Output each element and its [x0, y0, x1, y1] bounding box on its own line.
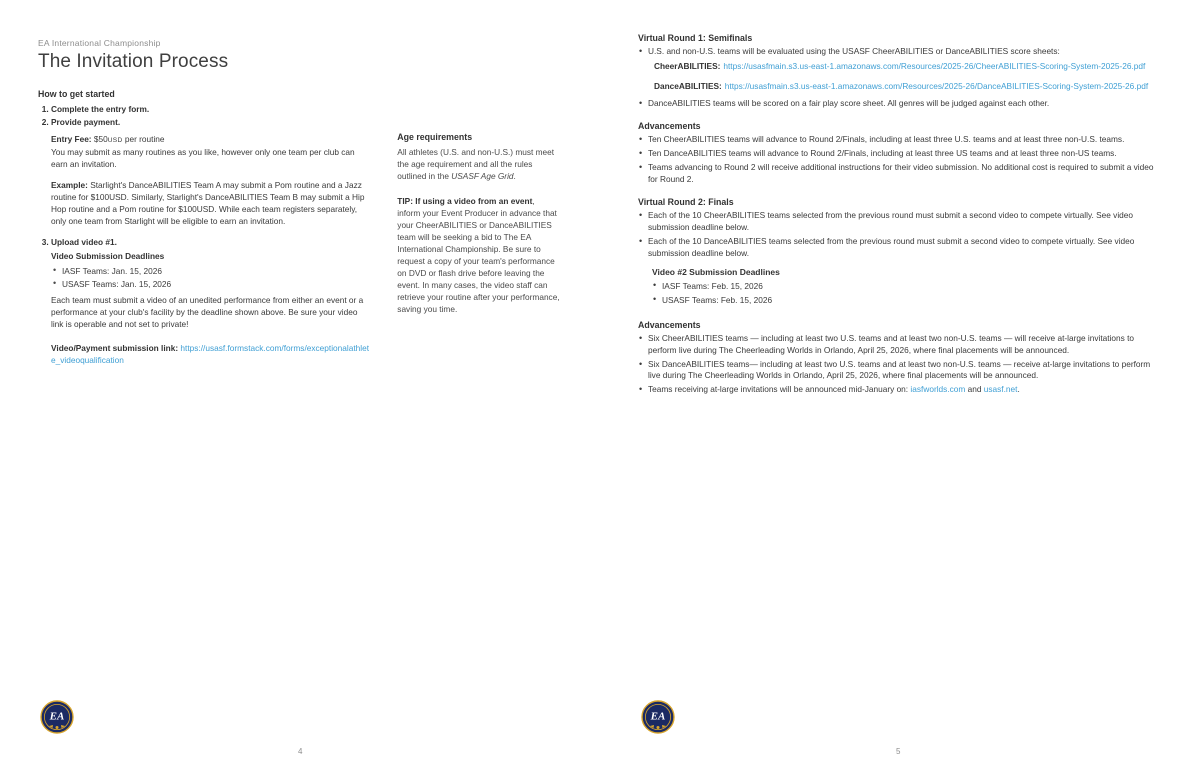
advancements-1-heading: Advancements: [638, 121, 701, 132]
advancement-item: • Six CheerABILITIES teams — including at least two U.S. teams and at least two non-U.S. teams — will receive at-large invitations to perform live during The Cheerleading Worlds in Orlando, April 25, 2026, where final placements will be announced.: [638, 333, 1160, 357]
age-text-part2: .: [513, 171, 516, 182]
final-prefix: Teams receiving at-large invitations will be announced mid-January on:: [648, 384, 911, 395]
round2-block: [638, 197, 1160, 306]
deadline-iasf: • IASF Teams: Jan. 15, 2026: [51, 265, 371, 277]
video-deadlines-heading: Video Submission Deadlines: [51, 250, 165, 261]
page-number-left: 4: [298, 747, 303, 756]
entry-fee-amount: $50: [93, 134, 108, 145]
left-sidebar-column: [397, 89, 560, 328]
usasf-link[interactable]: usasf.net: [983, 384, 1018, 395]
step-3: 3. Upload video #1.: [51, 236, 371, 248]
advancements-2-heading: Advancements: [638, 319, 701, 330]
tip-label: TIP: If using a video from an event: [397, 196, 533, 207]
step-2: 2. Provide payment.: [51, 116, 371, 128]
how-to-heading: How to get started: [38, 89, 115, 99]
final-suffix: .: [1017, 384, 1020, 395]
entry-fee-per: per routine: [122, 134, 165, 145]
round2-item: • Each of the 10 CheerABILITIES teams selected from the previous round must submit a second video to compete virtually. See video submission deadline below.: [638, 210, 1160, 234]
video2-deadlines-block: [652, 267, 1160, 306]
deadline-usasf: • USASF Teams: Jan. 15, 2026: [51, 278, 371, 290]
example-text: Starlight's DanceABILITIES Team A may submit a Pom routine and a Jazz routine for $100USD. Similarly, Starlight's DanceABILITIES Team B may submit a Hip Hop routine and a Pom routine for $100USD. While each team registers separately, only one team from Starlight will be eligible to earn an invitation.: [51, 179, 365, 226]
entry-fee-note: You may submit as many routines as you like, however only one team per club can earn an invitation.: [51, 146, 355, 169]
age-requirements-text: [397, 146, 560, 182]
final-mid: and: [965, 384, 984, 395]
left-columns: [38, 89, 560, 375]
round1-list-2: [638, 98, 1160, 110]
page-number-right: 5: [896, 747, 901, 756]
advancement-item: • Ten DanceABILITIES teams will advance to Round 2/Finals, including at least three US teams and at least three non-US teams.: [638, 148, 1160, 160]
svg-text:EA: EA: [49, 710, 65, 723]
age-requirements-heading: Age requirements: [397, 132, 473, 142]
document-eyebrow: EA International Championship: [38, 38, 161, 48]
round2-list: [638, 210, 1160, 260]
video-deadlines-list: [51, 265, 371, 291]
round2-heading: Virtual Round 2: Finals: [638, 196, 734, 207]
video2-deadlines-heading: Video #2 Submission Deadlines: [652, 266, 780, 277]
cheer-score-link[interactable]: https://usasfmain.s3.us-east-1.amazonaws.com/Resources/2025-26/CheerABILITIES-Scoring-System-2025-26.pdf: [723, 60, 1146, 71]
entry-fee-currency: USD: [107, 137, 123, 145]
tip-text: [397, 195, 560, 315]
entry-fee-block: [51, 133, 371, 170]
ea-logo: [40, 700, 74, 734]
step-1: 1. Complete the entry form.: [51, 103, 371, 115]
steps-list: [38, 103, 371, 128]
video2-deadlines-list: [652, 280, 1160, 306]
example-label: Example:: [51, 179, 88, 190]
example-block: [51, 179, 371, 227]
round1-bullet-1: • U.S. and non-U.S. teams will be evaluated using the USASF CheerABILITIES or DanceABILITIES score sheets:: [638, 46, 1160, 58]
age-text-part1: All athletes (U.S. and non-U.S.) must meet the age requirement and all the rules outlined in the: [397, 147, 555, 182]
iasfworlds-link[interactable]: iasfworlds.com: [910, 384, 966, 395]
submission-link-label: Video/Payment submission link:: [51, 342, 179, 353]
video-deadlines-note: Each team must submit a video of an unedited performance from either an event or a performance at your club's facility by the deadline shown above. Be sure your video link is operable and not set to private!: [51, 294, 364, 329]
round2-item: • Each of the 10 DanceABILITIES teams selected from the previous round must submit a second video to compete virtually. See video submission deadline below.: [638, 236, 1160, 260]
page-title: The Invitation Process: [38, 51, 229, 72]
advancements-1-list: [638, 134, 1160, 186]
cheer-score-row: [654, 61, 1160, 73]
steps-list-continued: [38, 236, 371, 248]
round1-bullet-2: • DanceABILITIES teams will be scored on a fair play score sheet. All genres will be judged against each other.: [638, 98, 1160, 110]
advancements-2-block: [638, 320, 1160, 397]
dance-score-label: DanceABILITIES:: [654, 80, 722, 91]
left-main-column: [38, 89, 371, 375]
age-grid-reference: USASF Age Grid: [451, 171, 514, 182]
advancements-1-block: [638, 121, 1160, 186]
advancement-item: • Six DanceABILITIES teams— including at least two U.S. teams and at least two non-U.S. teams — receive at-large invitations to perform live during The Cheerleading Worlds in Orlando, April 25, 2026, where final placements will be announced.: [638, 359, 1160, 383]
submission-link-url[interactable]: https://usasf.formstack.com/forms/exceptionalathlete_videoqualification: [51, 342, 370, 365]
round1-heading: Virtual Round 1: Semifinals: [638, 33, 753, 43]
ea-logo: [641, 700, 675, 734]
advancements-2-list: [638, 333, 1160, 397]
advancement-item: • Teams advancing to Round 2 will receive additional instructions for their video submission. No additional cost is required to submit a video for Round 2.: [638, 162, 1160, 186]
submission-link-block: [51, 342, 371, 366]
svg-text:EA: EA: [650, 710, 666, 723]
video2-deadline-usasf: • USASF Teams: Feb. 15, 2026: [652, 294, 1160, 306]
advancement-final-item: [638, 384, 1160, 396]
video2-deadline-iasf: • IASF Teams: Feb. 15, 2026: [652, 280, 1160, 292]
dance-score-link[interactable]: https://usasfmain.s3.us-east-1.amazonaws.com/Resources/2025-26/DanceABILITIES-Scoring-System-2025-26.pdf: [724, 80, 1149, 91]
round1-block: [638, 33, 1160, 110]
page-right: [600, 0, 1200, 776]
entry-fee-label: Entry Fee:: [51, 134, 92, 145]
cheer-score-label: CheerABILITIES:: [654, 60, 721, 71]
tip-body: , inform your Event Producer in advance that your CheerABILITIES or DanceABILITIES team will be seeking a bid to The EA International Championship. Be sure to request a copy of your team's performance on DVD or flash drive before leaving the event. In many cases, the video staff can retrieve your routine after your performance, saving you time.: [397, 196, 560, 315]
advancement-item: • Ten CheerABILITIES teams will advance to Round 2/Finals, including at least three U.S. teams and at least three non-U.S. teams.: [638, 134, 1160, 146]
dance-score-row: [654, 81, 1160, 93]
round1-list: [638, 46, 1160, 58]
video-deadlines-block: [51, 250, 371, 330]
